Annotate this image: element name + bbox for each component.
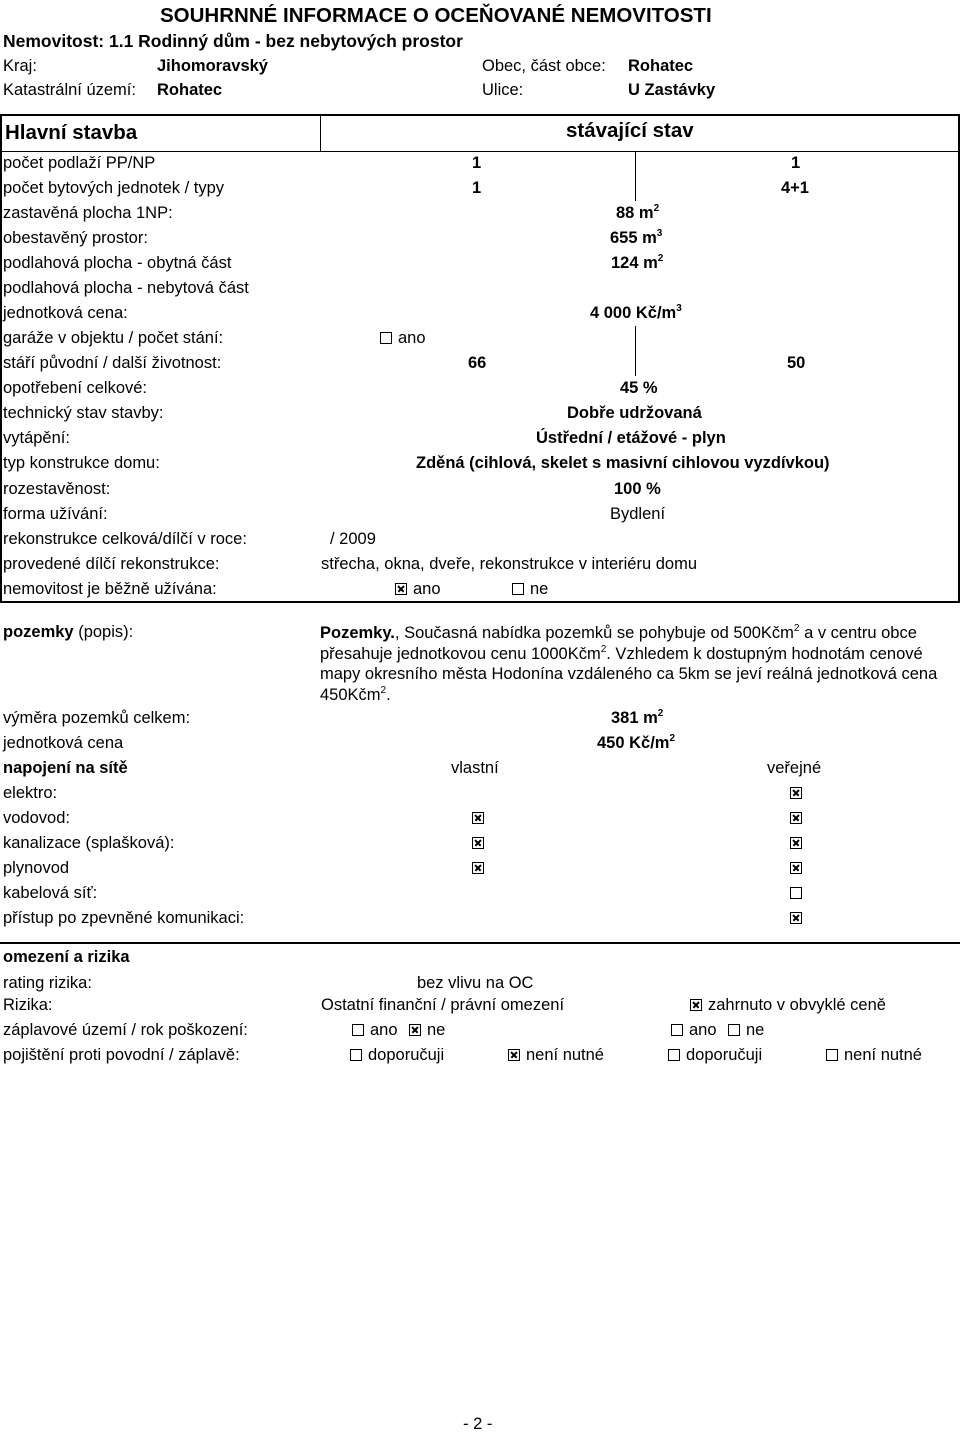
network-label: plynovod	[3, 859, 70, 877]
living-area-label: podlahová plocha - obytná část	[3, 254, 232, 272]
units-type: 4+1	[781, 179, 809, 197]
units-label: počet bytových jednotek / typy	[3, 179, 225, 197]
state-heading: stávající stav	[566, 119, 694, 142]
checkbox-checked-icon[interactable]	[790, 787, 802, 799]
checkbox-checked-icon[interactable]	[790, 912, 802, 924]
reconstruction-value: / 2009	[330, 530, 376, 548]
insurance-label: pojištění proti povodní / záplavě:	[3, 1046, 240, 1064]
ku-value: Rohatec	[157, 81, 223, 99]
checkbox-checked-icon[interactable]	[395, 583, 407, 595]
completion-value: 100 %	[614, 480, 661, 498]
checkbox-checked-icon[interactable]	[409, 1024, 421, 1036]
unit-price-label: jednotková cena:	[3, 304, 128, 322]
kraj-value: Jihomoravský	[157, 57, 268, 75]
condition-label: technický stav stavby:	[3, 404, 164, 422]
in-use-label: nemovitost je běžně užívána:	[3, 580, 217, 598]
checkbox-icon[interactable]	[380, 332, 392, 344]
checkbox-checked-icon[interactable]	[508, 1049, 520, 1061]
network-public-checkbox[interactable]	[790, 910, 808, 927]
obec-value: Rohatec	[628, 57, 694, 75]
risks-label: Rizika:	[3, 996, 53, 1014]
checkbox-checked-icon[interactable]	[690, 999, 702, 1011]
checkbox-checked-icon[interactable]	[472, 837, 484, 849]
condition-value: Dobře udržovaná	[567, 404, 702, 422]
checkbox-checked-icon[interactable]	[472, 862, 484, 874]
floors-np: 1	[791, 154, 801, 172]
in-use-no: ne	[512, 581, 548, 598]
rating-value: bez vlivu na OC	[417, 974, 534, 992]
age-label: stáří původní / další životnost:	[3, 354, 222, 372]
risks-top-border	[0, 942, 960, 944]
checkbox-checked-icon[interactable]	[790, 837, 802, 849]
checkbox-icon[interactable]	[671, 1024, 683, 1036]
unit-price-value: 4 000 $Kč/m^3$	[590, 303, 682, 322]
age-value: 66	[468, 354, 487, 372]
insurance-recommend-2: doporučuji	[668, 1047, 762, 1064]
land-price-value: 450 $Kč/m^2$	[597, 733, 676, 752]
floors-pp: 1	[472, 154, 482, 172]
col-divider-1	[635, 151, 636, 201]
networks-heading: napojení na sítě	[3, 759, 128, 777]
network-public-checkbox[interactable]	[790, 785, 808, 802]
completion-label: rozestavěnost:	[3, 480, 111, 498]
checkbox-icon[interactable]	[352, 1024, 364, 1036]
table-left-border	[0, 114, 2, 602]
ulice-value: U Zastávky	[628, 81, 716, 99]
units-count: 1	[472, 179, 482, 197]
flood-no: ne	[409, 1022, 445, 1039]
usage-label: forma užívání:	[3, 505, 108, 523]
construction-value: Zděná (cihlová, skelet s masivní cihlovou vyzdívkou)	[416, 454, 830, 472]
insurance-not-needed: není nutné	[508, 1047, 604, 1064]
flood-yes: ano	[352, 1022, 398, 1039]
nonresidential-label: podlahová plocha - nebytová část	[3, 279, 249, 297]
checkbox-checked-icon[interactable]	[790, 862, 802, 874]
network-label: kanalizace (splašková):	[3, 834, 175, 852]
checkbox-icon[interactable]	[728, 1024, 740, 1036]
insurance-recommend: doporučuji	[350, 1047, 444, 1064]
ku-label: Katastrální území:	[3, 81, 136, 99]
networks-col-public: veřejné	[767, 759, 822, 777]
network-label: elektro:	[3, 784, 58, 802]
checkbox-checked-icon[interactable]	[472, 812, 484, 824]
checkbox-icon[interactable]	[826, 1049, 838, 1061]
network-own-checkbox[interactable]	[472, 860, 490, 877]
in-use-yes: ano	[395, 581, 441, 598]
flood-label: záplavové území / rok poškození:	[3, 1021, 248, 1039]
main-heading: Hlavní stavba	[5, 121, 138, 144]
built-area-value: 88 $m^2$	[616, 203, 660, 222]
garage-option: ano	[380, 330, 426, 347]
network-public-checkbox[interactable]	[790, 835, 808, 852]
volume-label: obestavěný prostor:	[3, 229, 148, 247]
insurance-not-needed-2: není nutné	[826, 1047, 922, 1064]
table-bottom-border	[0, 601, 960, 603]
checkbox-icon[interactable]	[350, 1049, 362, 1061]
table-right-border	[958, 114, 960, 602]
checkbox-checked-icon[interactable]	[790, 812, 802, 824]
page-number: - 2 -	[463, 1415, 493, 1433]
living-area-value: 124 $m^2$	[611, 253, 664, 272]
obec-label: Obec, část obce:	[482, 57, 606, 75]
network-label: přístup po zpevněné komunikaci:	[3, 909, 245, 927]
property-name: Nemovitost: 1.1 Rodinný dům - bez nebytových prostor	[3, 31, 463, 51]
land-area-label: výměra pozemků celkem:	[3, 709, 191, 727]
network-own-checkbox[interactable]	[472, 835, 490, 852]
network-public-checkbox[interactable]	[790, 885, 808, 902]
table-top-border	[0, 114, 960, 116]
risks-value: Ostatní finanční / právní omezení	[321, 996, 565, 1014]
volume-value: 655 $m^3$	[610, 228, 663, 247]
header-divider	[320, 114, 321, 152]
network-public-checkbox[interactable]	[790, 810, 808, 827]
land-price-label: jednotková cena	[3, 734, 124, 752]
networks-col-own: vlastní	[451, 759, 499, 777]
network-label: kabelová síť:	[3, 884, 98, 902]
network-public-checkbox[interactable]	[790, 860, 808, 877]
checkbox-icon[interactable]	[668, 1049, 680, 1061]
ulice-label: Ulice:	[482, 81, 524, 99]
land-label: pozemky (popis):	[3, 623, 134, 641]
network-label: vodovod:	[3, 809, 70, 827]
construction-label: typ konstrukce domu:	[3, 454, 160, 472]
floors-label: počet podlaží PP/NP	[3, 154, 156, 172]
col-divider-2	[635, 326, 636, 376]
heating-value: Ústřední / etážové - plyn	[536, 429, 726, 447]
page-title: SOUHRNNÉ INFORMACE O OCEŇOVANÉ NEMOVITOSTI	[160, 4, 712, 27]
wear-label: opotřebení celkové:	[3, 379, 148, 397]
partial-label: provedené dílčí rekonstrukce:	[3, 555, 220, 573]
land-description: Pozemky., Současná nabídka pozemků se pohybuje od 500Kčm$^2$ a v centru obce přesahuje jednotkovou cenu 1000Kčm$^2$. Vzhledem k dostupným hodnotám cenové mapy okresního města Hodonína vzdáleného ca 5km se jeví reálná jednotková cena 450Kčm$^2$.	[320, 623, 938, 704]
usage-value: Bydlení	[610, 505, 666, 523]
lifespan-value: 50	[787, 354, 806, 372]
rating-label: rating rizika:	[3, 974, 92, 992]
risks-included: zahrnuto v obvyklé ceně	[690, 997, 886, 1014]
flood-no-2: ne	[728, 1022, 764, 1039]
partial-value: střecha, okna, dveře, rekonstrukce v interiéru domu	[321, 555, 698, 573]
garage-label: garáže v objektu / počet stání:	[3, 329, 224, 347]
kraj-label: Kraj:	[3, 57, 37, 75]
risks-heading: omezení a rizika	[3, 948, 130, 966]
wear-value: 45 %	[620, 379, 658, 397]
flood-yes-2: ano	[671, 1022, 717, 1039]
checkbox-icon[interactable]	[790, 887, 802, 899]
header-underline	[0, 151, 960, 152]
reconstruction-label: rekonstrukce celková/dílčí v roce:	[3, 530, 247, 548]
checkbox-icon[interactable]	[512, 583, 524, 595]
heating-label: vytápění:	[3, 429, 70, 447]
land-area-value: 381 $m^2$	[611, 708, 664, 727]
built-area-label: zastavěná plocha 1NP:	[3, 204, 173, 222]
network-own-checkbox[interactable]	[472, 810, 490, 827]
